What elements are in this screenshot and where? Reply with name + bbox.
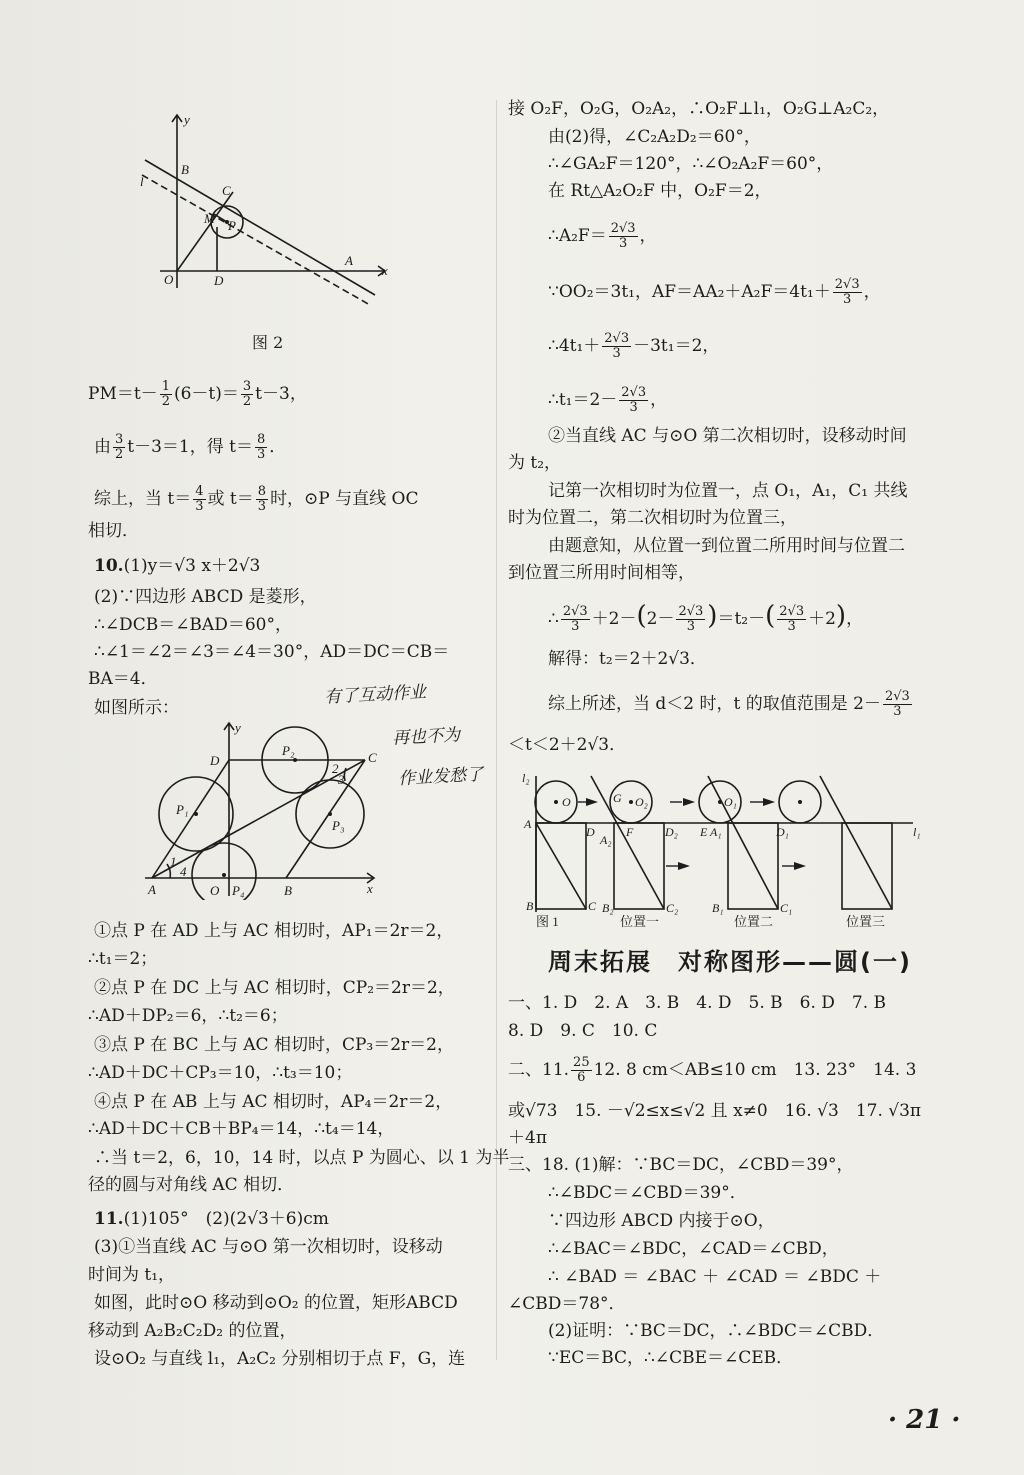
case-4b: ∴AD＋DC＋CB＋BP₄＝14，∴t₄＝14，	[88, 1119, 395, 1139]
q11-line-6: 设⊙O₂ 与直线 l₁，A₂C₂ 分别相切于点 F，G，连	[94, 1349, 466, 1369]
r-line-4: 在 Rt△A₂O₂F 中，O₂F＝2，	[548, 181, 772, 201]
r7b: －3t₁＝2，	[633, 336, 720, 356]
pm-equation	[88, 380, 307, 409]
q11-line-5: 移动到 A₂B₂C₂D₂ 的位置，	[88, 1321, 297, 1341]
r6b: ，	[863, 282, 881, 302]
rh-angle-4: 4	[180, 864, 187, 879]
fraction-2sqrt3-3	[676, 605, 705, 634]
r-line-12	[548, 601, 864, 634]
fraction-den: 6	[577, 1070, 586, 1085]
q18-line-2: ∴∠BDC＝∠CBD＝39°．	[548, 1183, 747, 1203]
q10-part1: (1)y＝√3 x＋2√3	[123, 556, 261, 576]
r12d: ＝t₂－	[717, 609, 766, 629]
fraction-num: 8	[256, 432, 266, 447]
rh-angle-2: 2	[332, 761, 339, 776]
handwriting-line-1: 有了互动作业	[323, 682, 427, 708]
handwriting-line-3: 作业发愁了	[397, 764, 484, 790]
fig2-label-x: x	[382, 263, 388, 278]
f1-label-b2: B₂	[602, 901, 614, 915]
fraction-den: 3	[843, 292, 852, 307]
fig2-label-o: O	[164, 272, 174, 287]
r-line-9: ②当直线 AC 与⊙O 第二次相切时，设移动时间	[548, 426, 907, 446]
q18-line-3: ∵四边形 ABCD 内接于⊙O，	[548, 1211, 775, 1231]
r-line-1: 接 O₂F，O₂G，O₂A₂，∴O₂F⊥l₁，O₂G⊥A₂C₂，	[508, 99, 890, 119]
answers-line-2: 8. D 9. C 10. C	[508, 1021, 658, 1041]
zong-a: 综上，当 t＝	[94, 489, 192, 509]
fraction-den: 2	[242, 394, 252, 409]
rh-label-p3: P₃	[332, 818, 345, 833]
rh-angle-1: 1	[170, 854, 177, 869]
fraction-8-3	[255, 433, 267, 462]
q10-line-1	[94, 555, 260, 577]
fraction-2sqrt3-3	[833, 278, 862, 307]
rh-label-b: B	[284, 883, 292, 898]
q10-line-3: ∴∠DCB＝∠BAD＝60°，	[94, 615, 292, 635]
fraction-num: 2√3	[834, 277, 860, 292]
r12b: ＋2－	[591, 609, 637, 629]
fig2-label-c: C	[222, 183, 231, 198]
r5a: ∴A₂F＝	[548, 226, 607, 246]
fraction-8-3	[256, 485, 268, 514]
fig2-label-b: B	[181, 162, 189, 177]
r-line-10: 记第一次相切时为位置一，点 O₁，A₁，C₁ 共线	[548, 481, 908, 501]
f1-label-g: G	[613, 791, 622, 805]
answers-line-3	[508, 1056, 916, 1085]
fraction-3-2	[113, 433, 125, 462]
fraction-num: 2√3	[610, 221, 636, 236]
f1-label-c1: C₁	[780, 901, 793, 915]
fraction-half	[160, 380, 172, 409]
fraction-num: 3	[242, 379, 252, 394]
fraction-den: 3	[787, 619, 796, 634]
r-line-7	[548, 332, 719, 361]
r-line-8	[548, 386, 667, 415]
r-line-10b: 时为位置二，第二次相切时为位置三，	[508, 508, 797, 528]
case-5b: 径的圆与对角线 AC 相切．	[88, 1175, 295, 1195]
handwriting-line-2: 再也不为	[391, 725, 461, 749]
f1-caption: 图 1	[536, 914, 559, 929]
zong-c: 时，⊙P 与直线 OC	[270, 489, 419, 509]
fraction-den: 3	[195, 499, 204, 514]
rh-label-d: D	[210, 753, 220, 768]
fig2-label-p: P	[228, 218, 236, 233]
f1-label-f: F	[626, 825, 634, 839]
q11-line-1	[94, 1208, 329, 1230]
fraction-2sqrt3-3	[602, 332, 631, 361]
q18-line-1: 三、18. (1)解：∵BC＝DC，∠CBD＝39°，	[508, 1155, 854, 1175]
fraction-num: 3	[115, 432, 124, 447]
fraction-num: 2√3	[779, 604, 805, 619]
figure-2-tangent-circle	[130, 110, 400, 310]
fraction-den: 3	[612, 346, 621, 361]
q18-line-8: ∵EC＝BC，∴∠CBE＝∠CEB．	[548, 1348, 794, 1368]
fraction-den: 3	[629, 400, 638, 415]
rh-label-y: y	[235, 720, 241, 735]
f1-label-d2: D₂	[665, 825, 678, 839]
r-line-6	[548, 278, 881, 307]
fraction-num: 2√3	[562, 604, 588, 619]
fraction-2sqrt3-3	[619, 386, 648, 415]
fraction-num: 25	[573, 1055, 590, 1070]
fraction-den: 3	[256, 447, 266, 462]
fraction-num: 2√3	[621, 385, 647, 400]
q11-line-3: 时间为 t₁，	[88, 1265, 176, 1285]
rh-label-p1: P₁	[176, 802, 189, 817]
fraction-den: 3	[618, 236, 628, 251]
answers-line-5: ＋4π	[508, 1128, 547, 1148]
fig2-label-a: A	[345, 253, 353, 268]
you-c: ．	[269, 437, 287, 457]
figure-rhombus-circles	[140, 718, 380, 900]
zong-b: 或 t＝	[207, 489, 254, 509]
f1-label-a2: A₂	[600, 833, 612, 847]
f1-label-a1: A₁	[710, 825, 722, 839]
fraction-4-3	[193, 485, 205, 514]
fraction-den: 3	[686, 619, 696, 634]
answers-line-1: 一、1. D 2. A 3. B 4. D 5. B 6. D 7. B	[508, 993, 887, 1013]
figure-2-caption: 图 2	[252, 333, 284, 352]
rh-label-o: O	[210, 883, 220, 898]
q18-line-7: (2)证明：∵BC＝DC，∴∠BDC＝∠CBD．	[548, 1321, 885, 1341]
f1-label-o: O	[562, 795, 571, 809]
fig2-label-m: M	[204, 211, 215, 226]
r-line-3: ∴∠GA₂F＝120°，∴∠O₂A₂F＝60°，	[548, 154, 834, 174]
fraction-den: 3	[893, 704, 902, 719]
r8b: ，	[650, 390, 668, 410]
q18-line-4: ∴∠BAC＝∠BDC，∠CAD＝∠CBD，	[548, 1239, 839, 1259]
r8a: ∴t₁＝2－	[548, 390, 618, 410]
case-4: ④点 P 在 AB 上与 AC 相切时，AP₄＝2r＝2，	[94, 1092, 453, 1112]
r-line-5	[548, 222, 657, 251]
a3a: 二、11.	[508, 1060, 570, 1080]
paren-close-2: )	[835, 601, 847, 631]
r-line-11: 由题意知，从位置一到位置二所用时间与位置二	[548, 536, 905, 556]
q11-number: 11.	[94, 1209, 124, 1229]
r7a: ∴4t₁＋	[548, 336, 601, 356]
fig2-label-y: y	[184, 112, 190, 127]
fraction-den: 2	[161, 394, 170, 409]
rh-label-x: x	[367, 881, 373, 896]
fraction-den: 2	[115, 447, 124, 462]
r14a: 综上所述，当 d＜2 时，t 的取值范围是 2－	[548, 694, 881, 714]
r6a: ∵OO₂＝3t₁，AF＝AA₂＋A₂F＝4t₁＋	[548, 282, 831, 302]
answers-line-4: 或√73 15. －√2≤x≤√2 且 x≠0 16. √3 17. √3π	[508, 1101, 922, 1121]
fraction-num: 2√3	[604, 331, 630, 346]
fraction-num: 2√3	[884, 689, 910, 704]
case-3b: ∴AD＋DC＋CP₃＝10，∴t₃＝10；	[88, 1063, 353, 1083]
f1-label-b: B	[526, 899, 534, 913]
pm-c: t－3，	[255, 384, 307, 404]
f1-label-e: E	[700, 825, 708, 839]
q10-line-6: 如图所示：	[94, 698, 179, 718]
case-1b: ∴t₁＝2；	[88, 949, 158, 969]
rh-label-p2: P₂	[282, 743, 295, 758]
fraction-2sqrt3-3	[609, 222, 638, 251]
r-line-11b: 到位置三所用时间相等，	[508, 563, 695, 583]
page-number: · 21 ·	[888, 1405, 961, 1435]
rh-label-a: A	[148, 882, 156, 897]
r5b: ，	[639, 226, 657, 246]
f1-position-3: 位置三	[846, 914, 886, 929]
fraction-den: 3	[257, 499, 267, 514]
r12e: ＋2	[808, 609, 836, 629]
a3b: 12. 8 cm＜AB≤10 cm 13. 23° 14. 3	[593, 1060, 917, 1080]
case-5: ∴当 t＝2，6，10，14 时，以点 P 为圆心、以 1 为半	[94, 1148, 510, 1168]
q11-part1: (1)105° (2)(2√3＋6)cm	[123, 1209, 329, 1229]
r-line-14	[548, 690, 914, 719]
you-a: 由	[94, 437, 111, 457]
fraction-2sqrt3-3	[883, 690, 912, 719]
f1-label-l1: l₁	[913, 825, 921, 839]
q11-line-2: (3)①当直线 AC 与⊙O 第一次相切时，设移动	[94, 1237, 443, 1257]
you-b: t－3＝1，得 t＝	[127, 437, 253, 457]
f1-label-o2: O₂	[635, 795, 648, 809]
case-2: ②点 P 在 DC 上与 AC 相切时，CP₂＝2r＝2，	[94, 978, 455, 998]
r12a: ∴	[548, 609, 559, 629]
fig2-label-l: l	[140, 174, 144, 189]
r12c: 2－	[646, 609, 675, 629]
r12f: ，	[846, 609, 864, 629]
q18-line-5: ∴ ∠BAD ＝ ∠BAC ＋ ∠CAD ＝ ∠BDC ＋	[548, 1267, 882, 1287]
f1-label-c: C	[588, 899, 597, 913]
f1-label-o1: O₁	[724, 795, 737, 809]
f1-label-b1: B₁	[712, 901, 724, 915]
fraction-num: 1	[161, 379, 170, 394]
f1-label-d1: D₁	[776, 825, 789, 839]
fraction-3-2	[241, 380, 253, 409]
pm-b: (6－t)＝	[173, 384, 239, 404]
f1-label-l2: l₂	[522, 771, 530, 785]
paren-close: )	[707, 601, 718, 631]
f1-position-2: 位置二	[734, 914, 774, 929]
fraction-2sqrt3-3	[561, 605, 590, 634]
f1-position-1: 位置一	[620, 914, 660, 929]
r-line-13: 解得：t₂＝2＋2√3．	[548, 649, 707, 669]
r-line-14b: ＜t＜2＋2√3．	[508, 735, 627, 755]
pm-a: PM＝t－	[88, 384, 158, 404]
column-divider	[496, 100, 497, 1360]
paren-open: (	[636, 601, 647, 631]
fraction-den: 3	[571, 619, 580, 634]
paren-open-2: (	[765, 601, 776, 631]
you-equation	[94, 433, 286, 462]
xiangqie: 相切．	[88, 521, 139, 541]
fraction-25-6	[571, 1056, 592, 1085]
r-line-9b: 为 t₂，	[508, 453, 562, 473]
zong-line	[94, 485, 419, 514]
figure-1-moving-circle	[518, 762, 938, 930]
rh-angle-3: 3	[338, 772, 345, 787]
fraction-num: 4	[195, 484, 204, 499]
rh-label-c: C	[368, 750, 377, 765]
q11-line-4: 如图，此时⊙O 移动到⊙O₂ 的位置，矩形ABCD	[94, 1293, 458, 1313]
fig2-label-d: D	[214, 273, 224, 288]
q18-line-6: ∠CBD＝78°．	[508, 1294, 626, 1314]
q10-number: 10.	[94, 556, 124, 576]
fraction-num: 8	[257, 484, 267, 499]
case-3: ③点 P 在 BC 上与 AC 相切时，CP₃＝2r＝2，	[94, 1035, 454, 1055]
f1-label-c2: C₂	[666, 901, 679, 915]
rh-label-p4: P₄	[232, 883, 245, 898]
case-2b: ∴AD＋DP₂＝6，∴t₂＝6；	[88, 1006, 288, 1026]
case-1: ①点 P 在 AD 上与 AC 相切时，AP₁＝2r＝2，	[94, 921, 454, 941]
fraction-num: 2√3	[678, 604, 704, 619]
q10-line-2: (2)∵四边形 ABCD 是菱形，	[94, 587, 317, 607]
section-title: 周末拓展 对称图形——圆(一)	[548, 948, 912, 976]
r-line-2: 由(2)得，∠C₂A₂D₂＝60°，	[548, 127, 761, 147]
fraction-2sqrt3-3	[777, 605, 806, 634]
q10-line-4: ∴∠1＝∠2＝∠3＝∠4＝30°，AD＝DC＝CB＝	[94, 642, 450, 662]
f1-label-d: D	[586, 825, 595, 839]
f1-label-a: A	[524, 817, 532, 831]
q10-line-5: BA＝4．	[88, 669, 158, 689]
